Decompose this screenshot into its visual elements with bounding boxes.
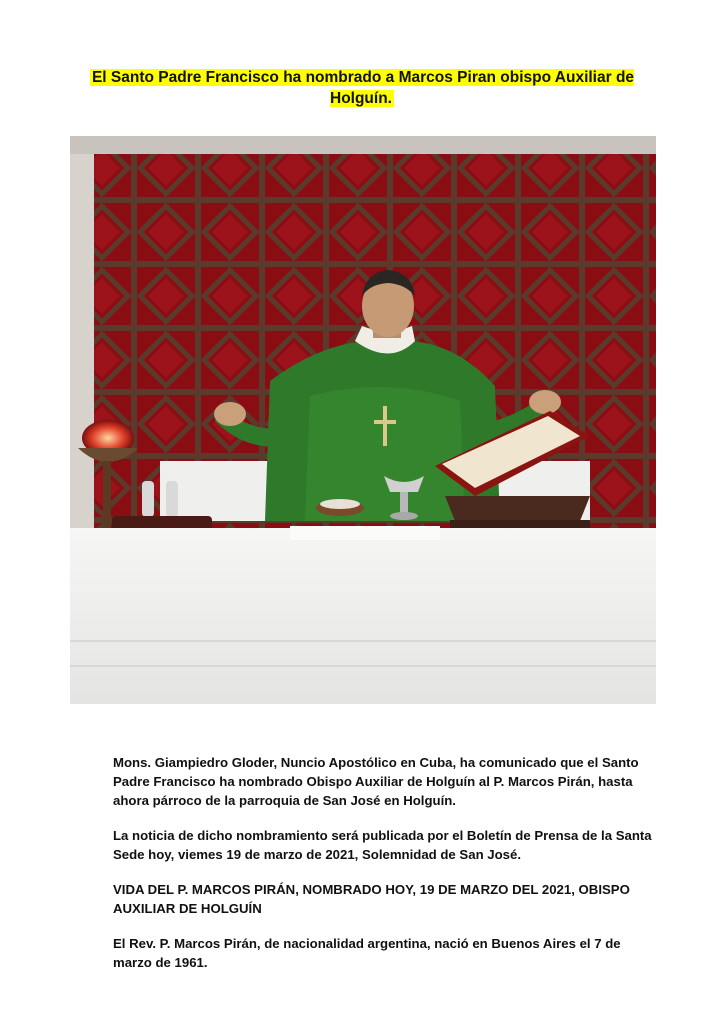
section-heading-biography: VIDA DEL P. MARCOS PIRÁN, NOMBRADO HOY, 19 DE MARZO DEL 2021, OBISPO AUXILIAR DE HOLGUÍN bbox=[113, 882, 630, 916]
photo-priest-celebrating-mass bbox=[70, 136, 656, 704]
document-title bbox=[60, 67, 664, 109]
paragraph-announcement: Mons. Giampiedro Gloder, Nuncio Apostólico en Cuba, ha comunicado que el Santo Padre Francisco ha nombrado Obispo Auxiliar de Holguín al P. Marcos Pirán, hasta ahora párroco de la parroquia de San José en Holguín. bbox=[113, 755, 639, 808]
article-photo bbox=[70, 136, 656, 704]
altar-cloth bbox=[70, 528, 656, 704]
paragraph-birth: El Rev. P. Marcos Pirán, de nacionalidad argentina, nació en Buenos Aires el 7 de marzo de 1961. bbox=[113, 936, 621, 970]
document-title-text: El Santo Padre Francisco ha nombrado a Marcos Piran obispo Auxiliar de Holguín. bbox=[91, 69, 635, 107]
article-body bbox=[113, 753, 658, 988]
paragraph-press-bulletin: La noticia de dicho nombramiento será publicada por el Boletín de Prensa de la Santa Sede hoy, viemes 19 de marzo de 2021, Solemnidad de San José. bbox=[113, 828, 652, 862]
